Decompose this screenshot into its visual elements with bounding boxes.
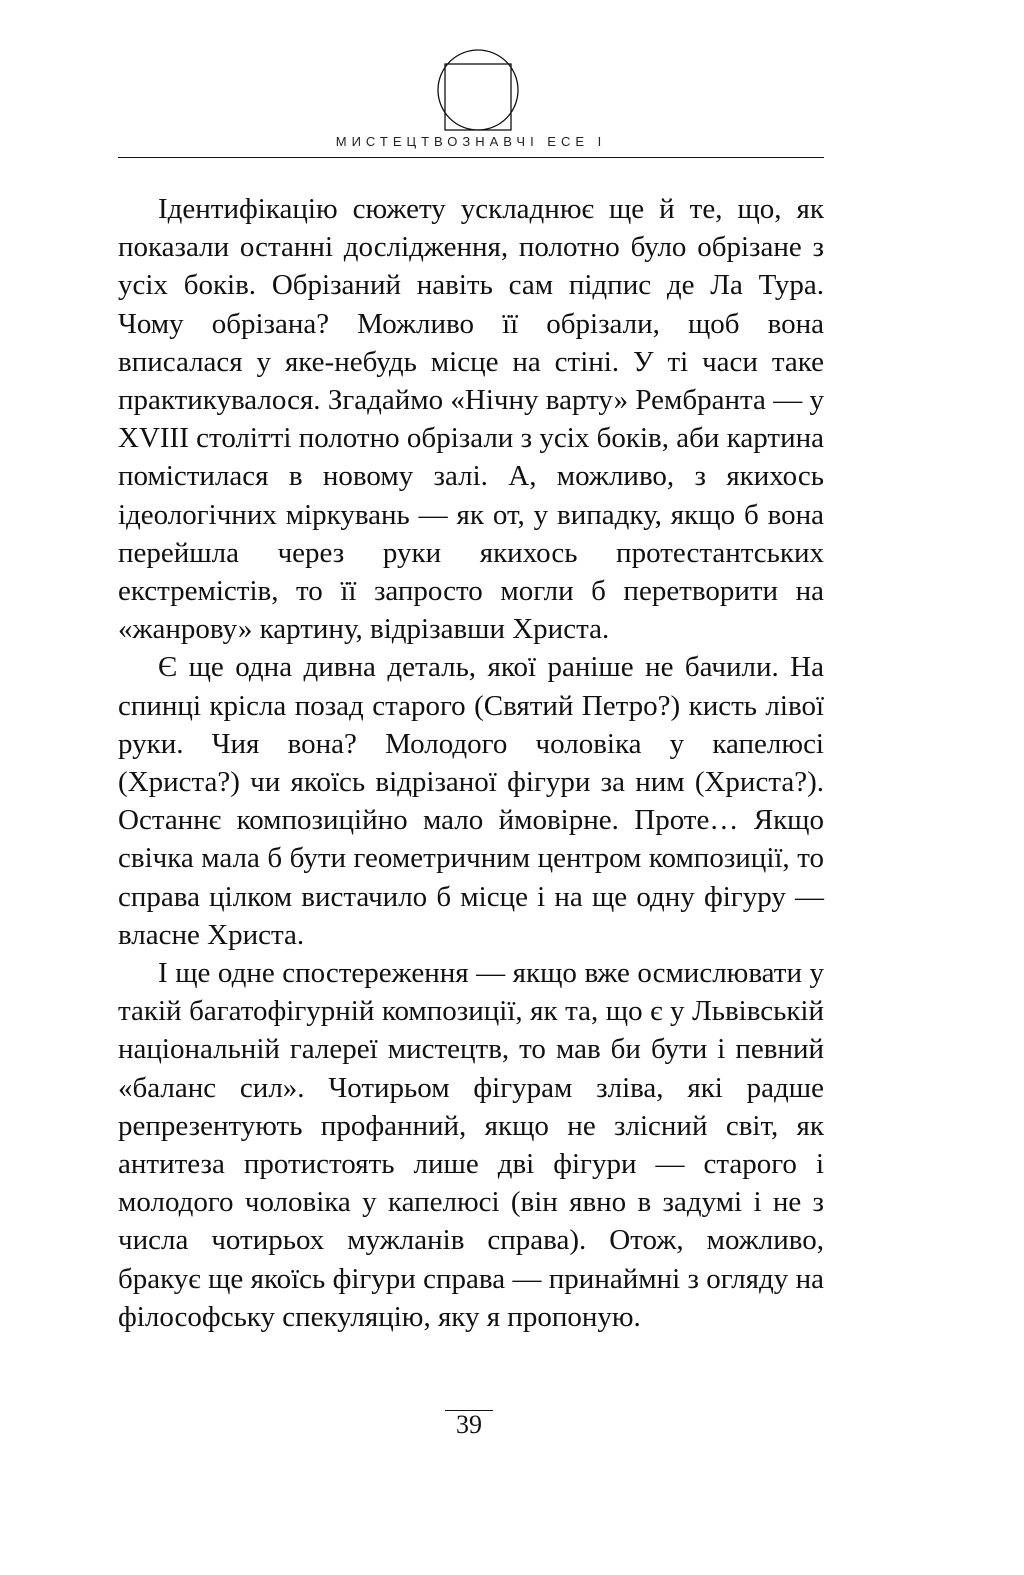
header-divider (118, 157, 824, 158)
main-text (118, 190, 824, 1336)
paragraph: Ідентифікацію сюжету ускладнює ще й те, що, як показали останні дослідження, полотно було обрізане з усіх боків. Обрізаний навіть сам підпис де Ла Тура. Чому обрізана? Можливо її обрізали, щоб вона вписалася у яке-небудь місце на стіні. У ті часи таке практикувалося. Згадаймо «Нічну варту» Рембранта — у XVIII столітті полотно обрізали з усіх боків, аби картина помістилася в новому залі. А, можливо, з якихось ідеологічних міркувань — як от, у випадку, якщо б вона перейшла через руки якихось протестантських екстремістів, то її запросто могли б перетворити на «жанрову» картину, відрізавши Христа. (118, 193, 824, 646)
running-title: МИСТЕЦТВОЗНАВЧІ ЕСЕ І (335, 134, 607, 149)
paragraph: Є ще одна дивна деталь, якої раніше не бачили. На спинці крісла позад старого (Святий Петро?) кисть лівої руки. Чия вона? Молодого чоловіка у капелюсі (Христа?) чи якоїсь відрізаної фігури за ним (Христа?). Останнє композиційно мало ймовірне. Проте… Якщо свічка мала б бути геометричним центром композиції, то справа цілком вистачило б місце і на ще одну фігуру — власне Христа. (118, 651, 824, 951)
paragraph: І ще одне спостереження — якщо вже осмислювати у такій багатофігурній композиції, як та, що є у Львівській національній галереї мистецтв, то мав би бути і певний «баланс сил». Чотирьом фігурам зліва, які радше репрезентують профанний, якщо не злісний світ, як антитеза протистоять лише дві фігури — старого і молодого чоловіка у капелюсі (він явно в задумі і не з числа чотирьох мужланів справа). Отож, можливо, бракує ще якоїсь фігури справа — принаймні з огляду на філософську спекуляцію, яку я пропоную. (118, 957, 824, 1333)
circle-square-emblem-icon (436, 48, 520, 132)
page-number: 39 (456, 1410, 482, 1439)
